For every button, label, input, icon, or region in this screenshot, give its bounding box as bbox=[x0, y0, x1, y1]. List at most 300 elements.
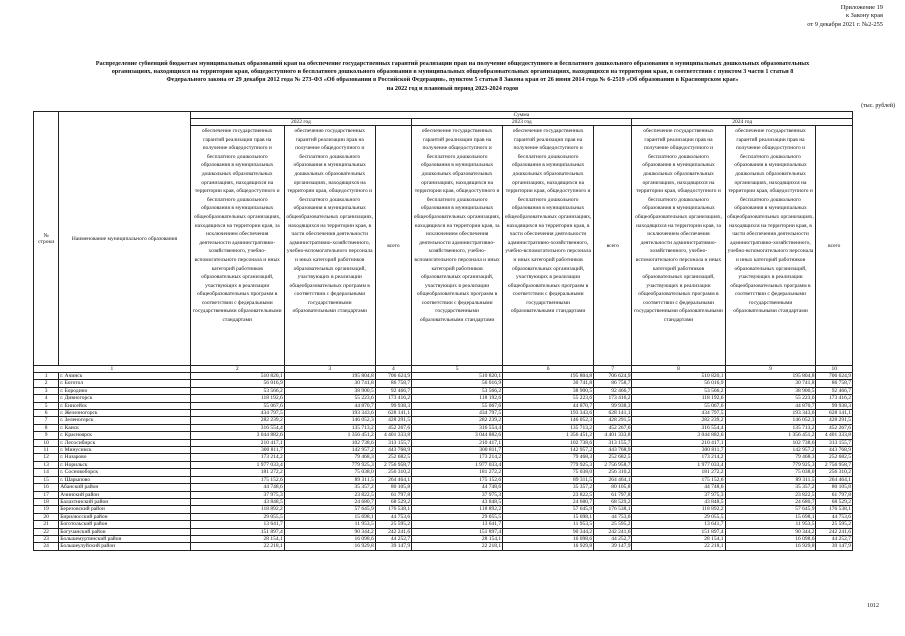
value-2022-main: 118 192,6 bbox=[190, 395, 284, 402]
value-2023-support: 1 356 451,2 bbox=[503, 432, 594, 439]
value-2022-total: 428 291,5 bbox=[375, 417, 411, 424]
value-2024-support: 75 038,0 bbox=[725, 469, 816, 476]
page-number: 1012 bbox=[867, 603, 879, 609]
value-2023-support: 193 343,6 bbox=[503, 410, 594, 417]
header-2022-support: обеспечение государственных гарантий реализации прав на получение общедоступного и бесплатного дошкольного образования в муниципальных дошкольных образовательных организациях, находящихся на территории края, общедоступного и бесплатного дошкольного образования в муниципальных общеобразовательных организациях, находящихся на территории края, в части обеспечения деятельности административно-хозяйственного, учебно-вспомогательного персонала и иных категорий работников образовательных организаций, участвующих в реализации общеобразовательных программ в соответствии с федеральными государственными образовательными стандартами bbox=[284, 126, 375, 366]
header-2023-total: всего bbox=[594, 126, 632, 366]
value-2024-main: 53 566,2 bbox=[632, 387, 725, 394]
value-2022-support: 195 804,8 bbox=[284, 373, 375, 380]
row-number: 13 bbox=[34, 461, 59, 468]
value-2023-total: 2 756 958,7 bbox=[594, 461, 632, 468]
value-2022-main: 55 067,6 bbox=[190, 402, 284, 409]
value-2022-support: 23 822,5 bbox=[284, 491, 375, 498]
appendix-header bbox=[807, 4, 883, 29]
table-row bbox=[34, 491, 853, 498]
table-row bbox=[34, 373, 853, 380]
value-2023-total: 68 529,2 bbox=[594, 498, 632, 505]
column-number: 7 bbox=[594, 366, 632, 373]
value-2023-main: 434 797,5 bbox=[412, 410, 503, 417]
value-2022-total: 99 938,3 bbox=[375, 402, 411, 409]
column-number: 6 bbox=[503, 366, 594, 373]
header-row-number: № строки bbox=[34, 112, 59, 366]
value-2022-main: 316 554,4 bbox=[190, 424, 284, 431]
value-2024-main: 43 848,5 bbox=[632, 498, 725, 505]
value-2023-total: 4 401 333,8 bbox=[594, 432, 632, 439]
table-row bbox=[34, 528, 853, 535]
value-2024-total: 99 938,3 bbox=[816, 402, 853, 409]
row-number: 1 bbox=[34, 373, 59, 380]
value-2023-main: 282 239,2 bbox=[412, 417, 503, 424]
value-2022-total: 264 464,1 bbox=[375, 476, 411, 483]
value-2022-total: 452 267,6 bbox=[375, 424, 411, 431]
value-2024-support: 79 468,3 bbox=[725, 454, 816, 461]
row-number: 3 bbox=[34, 387, 59, 394]
header-2024-main: обеспечение государственных гарантий реализации прав на получение общедоступного и бесплатного дошкольного образования в муниципальных дошкольных образовательных организациях, находящихся на территории края, общедоступного и бесплатного дошкольного образования в муниципальных общеобразовательных организациях, находящихся на территории края, за исключением обеспечения деятельности административно-хозяйственного, учебно-вспомогательного персонала и иных категорий работников образовательных организаций, участвующих в реализации общеобразовательных программ в соответствии с федеральными государственными образовательными стандартами bbox=[632, 126, 725, 366]
value-2023-main: 22 218,1 bbox=[412, 543, 503, 550]
value-2023-main: 55 067,6 bbox=[412, 402, 503, 409]
table-row bbox=[34, 432, 853, 439]
appendix-line-3: от 9 декабря 2021 г. №2-255 bbox=[807, 20, 883, 28]
value-2022-total: 80 105,8 bbox=[375, 484, 411, 491]
row-number: 11 bbox=[34, 447, 59, 454]
municipality-name: г. Лесосибирск bbox=[59, 439, 190, 446]
municipality-name: г. Железногорск bbox=[59, 410, 190, 417]
municipality-name: Березовский район bbox=[59, 506, 190, 513]
header-2024-total: всего bbox=[816, 126, 853, 366]
value-2023-support: 57 645,9 bbox=[503, 506, 594, 513]
table-row bbox=[34, 387, 853, 394]
value-2024-total: 242 241,6 bbox=[816, 528, 853, 535]
subsidy-table bbox=[33, 111, 853, 551]
value-2024-total: 452 267,6 bbox=[816, 424, 853, 431]
value-2022-support: 16 098,6 bbox=[284, 535, 375, 542]
value-2023-total: 92 466,7 bbox=[594, 387, 632, 394]
value-2024-main: 282 239,2 bbox=[632, 417, 725, 424]
value-2024-total: 706 624,9 bbox=[816, 373, 853, 380]
row-number: 21 bbox=[34, 521, 59, 528]
value-2023-main: 1 977 033,4 bbox=[412, 461, 503, 468]
value-2024-support: 1 356 451,2 bbox=[725, 432, 816, 439]
value-2022-total: 4 401 333,8 bbox=[375, 432, 411, 439]
value-2024-total: 61 797,8 bbox=[816, 491, 853, 498]
municipality-name: Ачинский район bbox=[59, 491, 190, 498]
value-2022-total: 443 768,9 bbox=[375, 447, 411, 454]
value-2024-support: 146 052,3 bbox=[725, 417, 816, 424]
table-row bbox=[34, 543, 853, 550]
value-2023-total: 706 624,9 bbox=[594, 373, 632, 380]
value-2024-total: 2 756 958,7 bbox=[816, 461, 853, 468]
value-2023-support: 55 223,6 bbox=[503, 395, 594, 402]
value-2023-total: 242 241,6 bbox=[594, 528, 632, 535]
municipality-name: г. Красноярск bbox=[59, 432, 190, 439]
value-2024-total: 628 141,1 bbox=[816, 410, 853, 417]
table-row bbox=[34, 469, 853, 476]
value-2022-support: 193 343,6 bbox=[284, 410, 375, 417]
value-2023-support: 24 680,7 bbox=[503, 498, 594, 505]
value-2022-main: 300 811,7 bbox=[190, 447, 284, 454]
value-2023-support: 142 957,2 bbox=[503, 447, 594, 454]
value-2022-main: 175 152,6 bbox=[190, 476, 284, 483]
value-2023-support: 11 953,5 bbox=[503, 521, 594, 528]
value-2023-support: 38 900,5 bbox=[503, 387, 594, 394]
row-number: 14 bbox=[34, 469, 59, 476]
value-2023-total: 44 753,6 bbox=[594, 513, 632, 520]
value-2022-total: 86 758,7 bbox=[375, 380, 411, 387]
value-2024-total: 86 758,7 bbox=[816, 380, 853, 387]
value-2024-main: 316 554,4 bbox=[632, 424, 725, 431]
column-number: 4 bbox=[375, 366, 411, 373]
value-2023-support: 779 925,3 bbox=[503, 461, 594, 468]
value-2024-main: 44 748,6 bbox=[632, 484, 725, 491]
value-2023-main: 151 897,4 bbox=[412, 528, 503, 535]
value-2022-support: 30 741,8 bbox=[284, 380, 375, 387]
municipality-name: Абанский район bbox=[59, 484, 190, 491]
appendix-line-2: к Закону края bbox=[845, 12, 883, 20]
value-2023-main: 28 154,1 bbox=[412, 535, 503, 542]
table-row bbox=[34, 476, 853, 483]
value-2022-support: 102 738,6 bbox=[284, 439, 375, 446]
value-2022-main: 282 239,2 bbox=[190, 417, 284, 424]
municipality-name: г. Канск bbox=[59, 424, 190, 431]
value-2023-support: 135 713,2 bbox=[503, 424, 594, 431]
value-2024-support: 44 870,7 bbox=[725, 402, 816, 409]
value-2024-total: 4 401 333,8 bbox=[816, 432, 853, 439]
municipality-name: г. Бородино bbox=[59, 387, 190, 394]
row-number: 8 bbox=[34, 424, 59, 431]
header-2023-support: обеспечение государственных гарантий реализации прав на получение общедоступного и бесплатного дошкольного образования в муниципальных дошкольных образовательных организациях, находящихся на территории края, общедоступного и бесплатного дошкольного образования в муниципальных общеобразовательных организациях, находящихся на территории края, в части обеспечения деятельности административно-хозяйственного, учебно-вспомогательного персонала и иных категорий работников образовательных организаций, участвующих в реализации общеобразовательных программ в соответствии с федеральными государственными образовательными стандартами bbox=[503, 126, 594, 366]
header-year-2024: 2024 год bbox=[632, 119, 853, 126]
value-2023-support: 16 098,6 bbox=[503, 535, 594, 542]
table-row bbox=[34, 402, 853, 409]
value-2024-support: 16 098,6 bbox=[725, 535, 816, 542]
table-row bbox=[34, 506, 853, 513]
row-number: 19 bbox=[34, 506, 59, 513]
value-2023-main: 118 192,6 bbox=[412, 395, 503, 402]
table-row bbox=[34, 417, 853, 424]
value-2024-main: 13 641,7 bbox=[632, 521, 725, 528]
value-2022-support: 90 344,2 bbox=[284, 528, 375, 535]
municipality-name: Богучанский район bbox=[59, 528, 190, 535]
value-2023-support: 146 052,3 bbox=[503, 417, 594, 424]
municipality-name: г. Норильск bbox=[59, 461, 190, 468]
table-row bbox=[34, 454, 853, 461]
value-2022-total: 39 147,9 bbox=[375, 543, 411, 550]
value-2024-total: 252 682,5 bbox=[816, 454, 853, 461]
municipality-name: г. Шарыпово bbox=[59, 476, 190, 483]
value-2023-support: 75 038,0 bbox=[503, 469, 594, 476]
table-row bbox=[34, 447, 853, 454]
value-2024-support: 142 957,2 bbox=[725, 447, 816, 454]
row-number: 4 bbox=[34, 395, 59, 402]
row-number: 9 bbox=[34, 432, 59, 439]
value-2024-main: 118 892,2 bbox=[632, 506, 725, 513]
value-2024-support: 24 680,7 bbox=[725, 498, 816, 505]
value-2023-support: 30 741,8 bbox=[503, 380, 594, 387]
value-2022-total: 44 252,7 bbox=[375, 535, 411, 542]
value-2022-total: 706 624,9 bbox=[375, 373, 411, 380]
value-2024-support: 195 804,8 bbox=[725, 373, 816, 380]
value-2022-support: 16 929,8 bbox=[284, 543, 375, 550]
value-2024-main: 175 152,6 bbox=[632, 476, 725, 483]
value-2023-support: 23 822,5 bbox=[503, 491, 594, 498]
value-2024-main: 173 214,2 bbox=[632, 454, 725, 461]
column-number: 3 bbox=[284, 366, 375, 373]
value-2022-main: 13 641,7 bbox=[190, 521, 284, 528]
value-2023-support: 90 344,2 bbox=[503, 528, 594, 535]
table-row bbox=[34, 410, 853, 417]
column-number: 2 bbox=[190, 366, 284, 373]
value-2023-support: 195 804,8 bbox=[503, 373, 594, 380]
value-2024-main: 151 897,4 bbox=[632, 528, 725, 535]
value-2023-total: 99 938,3 bbox=[594, 402, 632, 409]
municipality-name: г. Назарово bbox=[59, 454, 190, 461]
header-sum: Сумма bbox=[190, 112, 852, 119]
value-2024-support: 193 343,6 bbox=[725, 410, 816, 417]
value-2023-total: 452 267,6 bbox=[594, 424, 632, 431]
title-line-4: на 2022 год и плановый период 2023-2024 годов bbox=[386, 84, 519, 92]
table-row bbox=[34, 461, 853, 468]
value-2024-support: 779 925,3 bbox=[725, 461, 816, 468]
column-number-row bbox=[34, 366, 853, 373]
municipality-name: г. Боготол bbox=[59, 380, 190, 387]
row-number: 12 bbox=[34, 454, 59, 461]
value-2023-support: 44 870,7 bbox=[503, 402, 594, 409]
value-2022-main: 56 016,9 bbox=[190, 380, 284, 387]
value-2022-main: 151 897,4 bbox=[190, 528, 284, 535]
row-number: 5 bbox=[34, 402, 59, 409]
value-2022-total: 628 141,1 bbox=[375, 410, 411, 417]
units-label: (тыс. рублей) bbox=[861, 103, 895, 109]
value-2023-total: 39 147,9 bbox=[594, 543, 632, 550]
table-row bbox=[34, 498, 853, 505]
value-2024-main: 510 820,1 bbox=[632, 373, 725, 380]
value-2022-total: 313 155,7 bbox=[375, 439, 411, 446]
value-2024-total: 44 753,6 bbox=[816, 513, 853, 520]
value-2023-main: 173 214,2 bbox=[412, 454, 503, 461]
municipality-name: г. Минусинск bbox=[59, 447, 190, 454]
table-row bbox=[34, 513, 853, 520]
municipality-name: г. Енисейск bbox=[59, 402, 190, 409]
column-number: 10 bbox=[816, 366, 853, 373]
municipality-name: г. Сосновоборск bbox=[59, 469, 190, 476]
value-2023-total: 173 416,2 bbox=[594, 395, 632, 402]
value-2023-main: 118 892,2 bbox=[412, 506, 503, 513]
value-2024-total: 68 529,2 bbox=[816, 498, 853, 505]
value-2023-main: 3 044 882,6 bbox=[412, 432, 503, 439]
municipality-name: Большемуртинский район bbox=[59, 535, 190, 542]
value-2023-main: 300 811,7 bbox=[412, 447, 503, 454]
value-2024-main: 28 154,1 bbox=[632, 535, 725, 542]
value-2022-total: 2 756 958,7 bbox=[375, 461, 411, 468]
value-2023-main: 56 016,9 bbox=[412, 380, 503, 387]
value-2023-total: 80 105,8 bbox=[594, 484, 632, 491]
column-number: 8 bbox=[632, 366, 725, 373]
header-2023-main: обеспечение государственных гарантий реализации прав на получение общедоступного и бесплатного дошкольного образования в муниципальных дошкольных образовательных организациях, находящихся на территории края, общедоступного и бесплатного дошкольного образования в муниципальных общеобразовательных организациях, находящихся на территории края, за исключением обеспечения деятельности административно-хозяйственного, учебно-вспомогательного персонала и иных категорий работников образовательных организаций, участвующих в реализации общеобразовательных программ в соответствии с федеральными государственными образовательными стандартами bbox=[412, 126, 503, 366]
value-2023-support: 102 738,6 bbox=[503, 439, 594, 446]
value-2022-main: 22 218,1 bbox=[190, 543, 284, 550]
value-2024-support: 57 645,9 bbox=[725, 506, 816, 513]
value-2024-total: 92 466,7 bbox=[816, 387, 853, 394]
row-number: 23 bbox=[34, 535, 59, 542]
value-2022-main: 434 797,5 bbox=[190, 410, 284, 417]
municipality-name: г. Зеленогорск bbox=[59, 417, 190, 424]
value-2022-total: 44 753,6 bbox=[375, 513, 411, 520]
value-2023-main: 510 820,1 bbox=[412, 373, 503, 380]
value-2022-total: 176 538,1 bbox=[375, 506, 411, 513]
value-2024-main: 181 272,2 bbox=[632, 469, 725, 476]
table-row bbox=[34, 439, 853, 446]
value-2022-support: 89 311,5 bbox=[284, 476, 375, 483]
value-2024-main: 56 016,9 bbox=[632, 380, 725, 387]
value-2024-main: 37 975,3 bbox=[632, 491, 725, 498]
value-2024-support: 90 344,2 bbox=[725, 528, 816, 535]
table-row bbox=[34, 535, 853, 542]
value-2023-main: 43 848,5 bbox=[412, 498, 503, 505]
value-2022-total: 68 529,2 bbox=[375, 498, 411, 505]
value-2023-main: 53 566,2 bbox=[412, 387, 503, 394]
municipality-name: Боготольский район bbox=[59, 521, 190, 528]
value-2022-support: 24 680,7 bbox=[284, 498, 375, 505]
value-2022-main: 1 977 033,4 bbox=[190, 461, 284, 468]
row-number: 7 bbox=[34, 417, 59, 424]
value-2022-total: 61 797,8 bbox=[375, 491, 411, 498]
value-2022-main: 43 848,5 bbox=[190, 498, 284, 505]
row-number: 16 bbox=[34, 484, 59, 491]
value-2024-main: 1 977 033,4 bbox=[632, 461, 725, 468]
row-number: 17 bbox=[34, 491, 59, 498]
municipality-name: г. Ачинск bbox=[59, 373, 190, 380]
value-2024-support: 55 223,6 bbox=[725, 395, 816, 402]
value-2022-support: 75 038,0 bbox=[284, 469, 375, 476]
value-2022-support: 11 953,5 bbox=[284, 521, 375, 528]
row-number: 22 bbox=[34, 528, 59, 535]
value-2022-main: 173 214,2 bbox=[190, 454, 284, 461]
table-row bbox=[34, 424, 853, 431]
row-number: 10 bbox=[34, 439, 59, 446]
value-2022-total: 25 595,2 bbox=[375, 521, 411, 528]
value-2024-total: 256 310,2 bbox=[816, 469, 853, 476]
row-number: 2 bbox=[34, 380, 59, 387]
table-row bbox=[34, 380, 853, 387]
value-2024-support: 102 738,6 bbox=[725, 439, 816, 446]
header-2022-main: обеспечение государственных гарантий реализации прав на получение общедоступного и бесплатного дошкольного образования в муниципальных дошкольных образовательных организациях, находящихся на территории края, общедоступного и бесплатного дошкольного образования в муниципальных общеобразовательных организациях, находящихся на территории края, за исключением обеспечения деятельности административно-хозяйственного, учебно-вспомогательного персонала и иных категорий работников образовательных организаций, участвующих в реализации общеобразовательных программ в соответствии с федеральными государственными образовательными стандартами bbox=[190, 126, 284, 366]
column-number: 1 bbox=[34, 366, 191, 373]
table-row bbox=[34, 484, 853, 491]
value-2023-main: 175 152,6 bbox=[412, 476, 503, 483]
value-2023-total: 25 595,2 bbox=[594, 521, 632, 528]
value-2023-total: 264 464,1 bbox=[594, 476, 632, 483]
value-2023-total: 443 768,9 bbox=[594, 447, 632, 454]
value-2023-main: 181 272,2 bbox=[412, 469, 503, 476]
value-2023-total: 61 797,8 bbox=[594, 491, 632, 498]
value-2022-support: 55 223,6 bbox=[284, 395, 375, 402]
row-number: 20 bbox=[34, 513, 59, 520]
value-2023-total: 44 252,7 bbox=[594, 535, 632, 542]
table-body bbox=[34, 373, 853, 551]
header-year-2023: 2023 год bbox=[412, 119, 632, 126]
row-number: 24 bbox=[34, 543, 59, 550]
value-2024-total: 264 464,1 bbox=[816, 476, 853, 483]
value-2024-support: 15 698,1 bbox=[725, 513, 816, 520]
row-number: 15 bbox=[34, 476, 59, 483]
value-2024-support: 35 357,2 bbox=[725, 484, 816, 491]
value-2024-main: 55 067,6 bbox=[632, 402, 725, 409]
value-2024-total: 44 252,7 bbox=[816, 535, 853, 542]
value-2022-main: 510 820,1 bbox=[190, 373, 284, 380]
value-2023-total: 628 141,1 bbox=[594, 410, 632, 417]
value-2024-total: 176 538,1 bbox=[816, 506, 853, 513]
value-2022-main: 28 154,1 bbox=[190, 535, 284, 542]
value-2023-main: 210 417,1 bbox=[412, 439, 503, 446]
value-2022-support: 35 357,2 bbox=[284, 484, 375, 491]
value-2023-support: 79 468,3 bbox=[503, 454, 594, 461]
value-2022-support: 38 900,5 bbox=[284, 387, 375, 394]
value-2024-support: 30 741,8 bbox=[725, 380, 816, 387]
value-2022-total: 242 241,6 bbox=[375, 528, 411, 535]
value-2022-support: 146 052,3 bbox=[284, 417, 375, 424]
value-2022-support: 142 957,2 bbox=[284, 447, 375, 454]
value-2024-main: 300 811,7 bbox=[632, 447, 725, 454]
value-2022-support: 79 468,3 bbox=[284, 454, 375, 461]
value-2023-support: 35 357,2 bbox=[503, 484, 594, 491]
value-2024-total: 443 768,9 bbox=[816, 447, 853, 454]
column-number: 5 bbox=[412, 366, 503, 373]
value-2022-main: 37 975,3 bbox=[190, 491, 284, 498]
value-2022-support: 135 713,2 bbox=[284, 424, 375, 431]
value-2022-total: 252 682,5 bbox=[375, 454, 411, 461]
value-2022-total: 92 466,7 bbox=[375, 387, 411, 394]
value-2024-total: 313 155,7 bbox=[816, 439, 853, 446]
value-2023-support: 89 311,5 bbox=[503, 476, 594, 483]
value-2023-total: 176 538,1 bbox=[594, 506, 632, 513]
value-2023-main: 44 748,6 bbox=[412, 484, 503, 491]
table-row bbox=[34, 395, 853, 402]
value-2022-main: 118 892,2 bbox=[190, 506, 284, 513]
value-2023-main: 29 055,5 bbox=[412, 513, 503, 520]
header-2022-total: всего bbox=[375, 126, 411, 366]
value-2024-support: 89 311,5 bbox=[725, 476, 816, 483]
title-line-1: Распределение субвенций бюджетам муниципальных образований края на обеспечение государственных гарантий реализации прав на получение общедоступного и бесплатного дошкольного образования в муниципальных дошкольных образовательных bbox=[95, 60, 810, 67]
value-2024-support: 135 713,2 bbox=[725, 424, 816, 431]
header-2024-support: обеспечение государственных гарантий реализации прав на получение общедоступного и бесплатного дошкольного образования в муниципальных дошкольных образовательных организациях, находящихся на территории края, общедоступного и бесплатного дошкольного образования в муниципальных общеобразовательных организациях, находящихся на территории края, в части обеспечения деятельности административно-хозяйственного, учебно-вспомогательного персонала и иных категорий работников образовательных организаций, участвующих в реализации общеобразовательных программ в соответствии с федеральными государственными образовательными стандартами bbox=[725, 126, 816, 366]
value-2024-total: 80 105,8 bbox=[816, 484, 853, 491]
value-2023-total: 313 155,7 bbox=[594, 439, 632, 446]
value-2024-main: 3 044 882,6 bbox=[632, 432, 725, 439]
value-2022-support: 57 645,9 bbox=[284, 506, 375, 513]
row-number: 18 bbox=[34, 498, 59, 505]
value-2024-main: 22 218,1 bbox=[632, 543, 725, 550]
value-2024-support: 16 929,8 bbox=[725, 543, 816, 550]
value-2022-main: 3 044 882,6 bbox=[190, 432, 284, 439]
column-number: 9 bbox=[725, 366, 816, 373]
value-2024-main: 29 055,5 bbox=[632, 513, 725, 520]
municipality-name: Большеулуйский район bbox=[59, 543, 190, 550]
value-2024-main: 118 192,6 bbox=[632, 395, 725, 402]
value-2022-main: 181 272,2 bbox=[190, 469, 284, 476]
value-2022-main: 53 566,2 bbox=[190, 387, 284, 394]
header-municipality: Наименование муниципального образования bbox=[59, 112, 190, 366]
value-2023-support: 15 698,1 bbox=[503, 513, 594, 520]
municipality-name: г. Дивногорск bbox=[59, 395, 190, 402]
value-2024-main: 210 417,1 bbox=[632, 439, 725, 446]
municipality-name: Бирилюсский район bbox=[59, 513, 190, 520]
value-2023-support: 16 929,8 bbox=[503, 543, 594, 550]
value-2022-main: 29 055,5 bbox=[190, 513, 284, 520]
title-line-2: организациях, находящихся на территории края, общедоступного и бесплатного дошкольного образования в муниципальных общеобразовательных организациях, находящихся на территории края, в соответствии с пунктом 3 части 1 статьи 8 bbox=[111, 68, 794, 76]
table-row bbox=[34, 521, 853, 528]
value-2024-total: 39 147,9 bbox=[816, 543, 853, 550]
value-2023-total: 252 682,5 bbox=[594, 454, 632, 461]
